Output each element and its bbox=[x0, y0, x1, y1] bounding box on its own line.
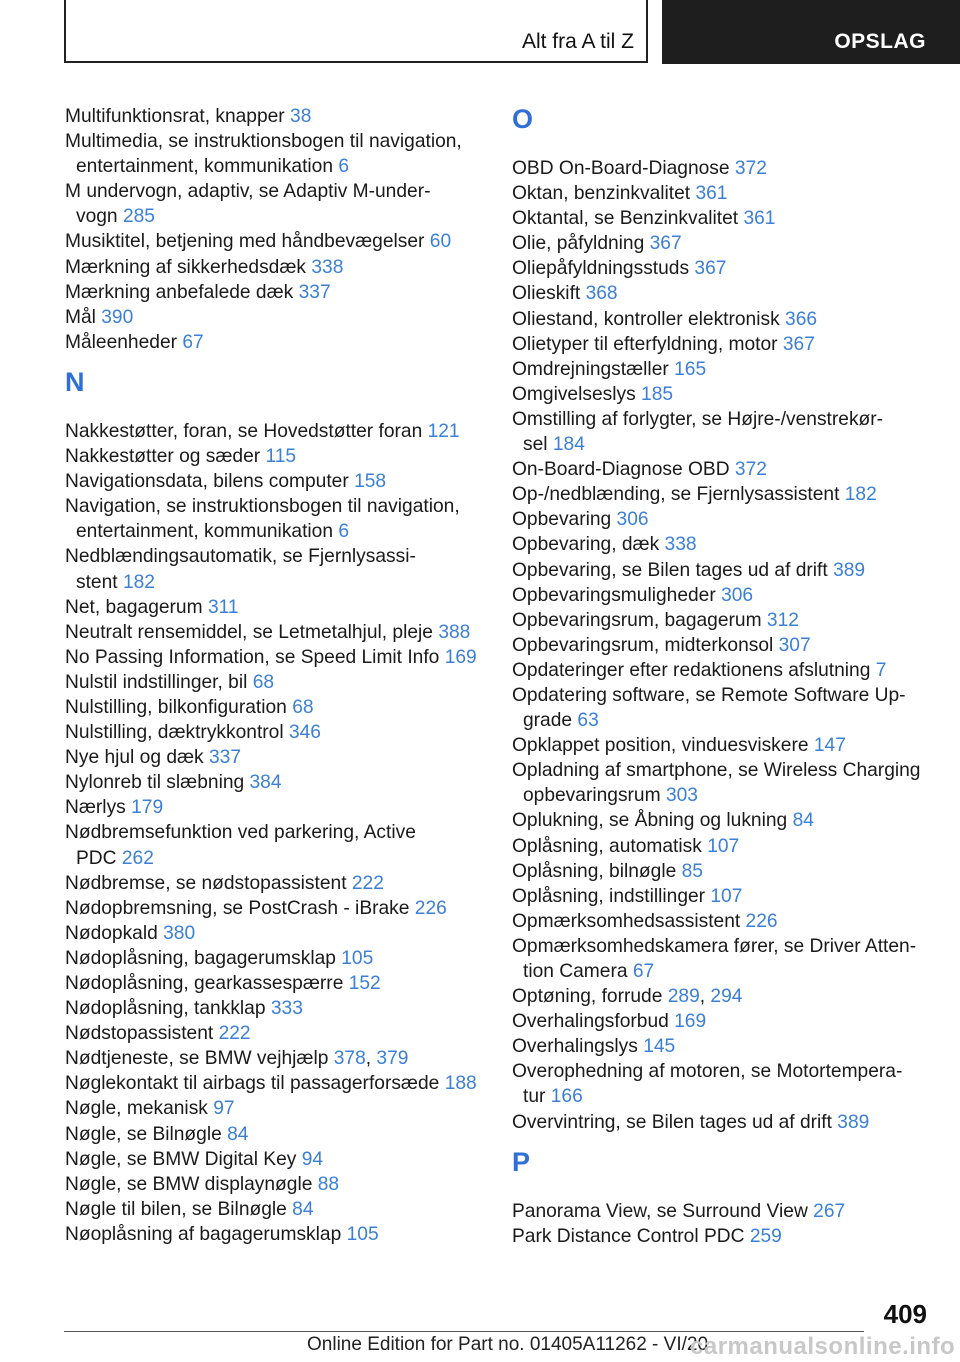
entry-text: Nakkestøtter, foran, se Hovedstøtter foran bbox=[65, 420, 423, 442]
entry-text: On-Board-Diagnose OBD bbox=[512, 459, 730, 481]
entry-text: Mål bbox=[65, 306, 96, 328]
entry-text: Optøning, forrude bbox=[512, 986, 663, 1008]
index-entry bbox=[65, 1071, 485, 1096]
page-reference-link[interactable]: 169 bbox=[674, 1011, 707, 1033]
entry-text: vogn bbox=[76, 206, 118, 228]
entry-text: tur bbox=[523, 1086, 546, 1108]
index-entry bbox=[512, 683, 932, 733]
index-entry bbox=[65, 720, 485, 745]
page-reference-link[interactable]: 389 bbox=[837, 1111, 870, 1133]
index-entry bbox=[65, 129, 485, 179]
index-entry: Optøning, forrude 289, 294 bbox=[512, 986, 743, 1008]
page-reference-link[interactable]: 97 bbox=[213, 1098, 235, 1120]
index-entry bbox=[65, 544, 485, 594]
entry-text: Måleenheder bbox=[65, 331, 178, 353]
entry-text: Nødoplåsning, bagagerumsklap bbox=[65, 947, 336, 969]
index-entry bbox=[65, 971, 485, 996]
page-reference-link[interactable]: 169 bbox=[444, 646, 477, 668]
index-entry bbox=[512, 382, 932, 407]
entry-text: Multimedia, se instruktionsbogen til navigation, bbox=[65, 131, 462, 153]
entry-text: Overophedning af motoren, se Motortempera- bbox=[512, 1061, 903, 1083]
index-entry bbox=[512, 558, 932, 583]
index-entry bbox=[65, 1021, 485, 1046]
index-entry bbox=[512, 909, 932, 934]
entry-text: PDC bbox=[76, 847, 117, 869]
page-reference-link[interactable]: 384 bbox=[249, 772, 282, 794]
entry-text: Overhalingsforbud bbox=[512, 1011, 669, 1033]
entry-text: Oliestand, kontroller elektronisk bbox=[512, 308, 780, 330]
entry-text: Opbevaringsmuligheder bbox=[512, 584, 716, 606]
page-reference-link[interactable]: 6 bbox=[338, 156, 350, 178]
page-header-title: Alt fra A til Z bbox=[521, 30, 634, 53]
index-entry bbox=[512, 206, 932, 231]
index-entry bbox=[65, 330, 485, 355]
page-reference-link[interactable]: 303 bbox=[665, 785, 698, 807]
entry-text: Opmærksomhedsassistent bbox=[512, 910, 741, 932]
page-reference-link[interactable]: 346 bbox=[288, 722, 321, 744]
index-entry bbox=[512, 1110, 932, 1135]
index-column-right bbox=[512, 104, 932, 1249]
index-entry bbox=[65, 179, 485, 229]
index-entry bbox=[65, 871, 485, 896]
index-entry bbox=[512, 1224, 932, 1249]
index-entry bbox=[65, 595, 485, 620]
index-entry bbox=[65, 670, 485, 695]
entry-text: Navigationsdata, bilens computer bbox=[65, 471, 349, 493]
page-reference-link[interactable]: 60 bbox=[429, 231, 452, 253]
page-reference-link[interactable]: 165 bbox=[674, 358, 707, 380]
entry-text: Opbevaringsrum, bagagerum bbox=[512, 609, 762, 631]
index-entry bbox=[65, 1096, 485, 1121]
page-reference-link[interactable]: 152 bbox=[348, 973, 381, 994]
page-reference-link[interactable]: 338 bbox=[311, 256, 344, 278]
page-reference-link[interactable]: 94 bbox=[301, 1148, 324, 1170]
page-reference-link[interactable]: 105 bbox=[341, 947, 374, 969]
section-tab-label: OPSLAG bbox=[834, 30, 926, 53]
index-entry bbox=[512, 332, 932, 357]
index-entry bbox=[512, 658, 932, 683]
page-reference-link[interactable]: 361 bbox=[695, 183, 728, 205]
index-entry bbox=[65, 620, 485, 645]
index-entry bbox=[512, 834, 932, 859]
entry-text: Nøglekontakt til airbags til passagerforsæde bbox=[65, 1073, 440, 1095]
entry-text: Nøgle til bilen, se Bilnøgle bbox=[65, 1198, 287, 1220]
page-reference-link[interactable]: 184 bbox=[552, 434, 585, 456]
index-entry bbox=[65, 745, 485, 770]
entry-text: Nødstopassistent bbox=[65, 1023, 214, 1045]
index-entry bbox=[65, 229, 485, 254]
page-reference-link[interactable]: 285 bbox=[122, 206, 155, 228]
page-reference-link[interactable]: 267 bbox=[813, 1200, 846, 1222]
entry-text: Opladning af smartphone, se Wireless Charging bbox=[512, 760, 921, 782]
edition-note: Online Edition for Part no. 01405A11262 - VI/20 bbox=[307, 1334, 709, 1355]
section-letter: N bbox=[65, 366, 85, 397]
index-entry bbox=[65, 1222, 485, 1247]
page-reference-link[interactable]: 333 bbox=[270, 998, 303, 1020]
index-entry bbox=[65, 946, 485, 971]
entry-text: Overvintring, se Bilen tages ud af drift bbox=[512, 1111, 832, 1133]
entry-text: Nødoplåsning, tankklap bbox=[65, 998, 266, 1020]
page-reference-link[interactable]: 337 bbox=[209, 747, 242, 769]
entry-text: Nakkestøtter og sæder bbox=[65, 446, 261, 468]
index-entry bbox=[512, 1009, 932, 1034]
entry-text: Nøgle, se BMW displaynøgle bbox=[65, 1173, 313, 1195]
page-reference-link[interactable]: 307 bbox=[778, 634, 811, 656]
index-entry bbox=[512, 608, 932, 633]
entry-text: Mærkning anbefalede dæk bbox=[65, 281, 294, 303]
page-reference-link[interactable]: 107 bbox=[710, 885, 743, 907]
page-reference-link[interactable]: 367 bbox=[694, 258, 727, 280]
page-reference-link[interactable]: 367 bbox=[782, 333, 815, 355]
entry-text: Nødbremsefunktion ved parkering, Active bbox=[65, 822, 416, 844]
entry-text: Panorama View, se Surround View bbox=[512, 1200, 808, 1222]
index-entry bbox=[512, 507, 932, 532]
entry-text: Nulstil indstillinger, bil bbox=[65, 671, 248, 693]
entry-text: Opbevaringsrum, midterkonsol bbox=[512, 634, 774, 656]
page-reference-link[interactable]: 85 bbox=[681, 860, 703, 882]
section-tab bbox=[662, 0, 960, 64]
entry-text: M undervogn, adaptiv, se Adaptiv M-under- bbox=[65, 181, 431, 203]
page-reference-link[interactable]: 226 bbox=[414, 897, 447, 919]
entry-text: Nødoplåsning, gearkassespærre bbox=[65, 973, 344, 994]
page-reference-link[interactable]: 289 bbox=[667, 986, 700, 1008]
page-reference-link[interactable]: 222 bbox=[218, 1023, 251, 1045]
page-reference-link[interactable]: 121 bbox=[427, 420, 460, 442]
entry-text: Olietyper til efterfyldning, motor bbox=[512, 333, 778, 355]
entry-text: Musiktitel, betjening med håndbevægelser bbox=[65, 231, 425, 253]
entry-text: Oktantal, se Benzinkvalitet bbox=[512, 208, 739, 230]
entry-text: sel bbox=[523, 434, 548, 456]
index-entry bbox=[512, 1199, 932, 1224]
page-reference-link[interactable]: 7 bbox=[875, 659, 887, 681]
index-entry bbox=[512, 407, 932, 457]
page-reference-link[interactable]: 84 bbox=[292, 1198, 314, 1220]
index-entry bbox=[65, 1197, 485, 1222]
entry-text: tion Camera bbox=[523, 961, 628, 982]
index-entry bbox=[512, 181, 932, 206]
page-reference-link[interactable]: 67 bbox=[632, 961, 655, 982]
index-entry bbox=[65, 1122, 485, 1147]
page-reference-link[interactable]: 311 bbox=[207, 596, 239, 618]
entry-text: Omdrejningstæller bbox=[512, 358, 669, 380]
index-entry bbox=[512, 457, 932, 482]
entry-text: OBD On-Board-Diagnose bbox=[512, 158, 730, 179]
footer-divider bbox=[64, 1331, 864, 1332]
page-reference-link[interactable]: 262 bbox=[121, 847, 154, 869]
entry-text: Omstilling af forlygter, se Højre-/venstrekør- bbox=[512, 408, 884, 430]
page-reference-link[interactable]: 105 bbox=[346, 1223, 379, 1245]
page-reference-link[interactable]: 312 bbox=[766, 609, 799, 631]
page-reference-link[interactable]: 188 bbox=[444, 1073, 477, 1095]
page-reference-link[interactable]: 38 bbox=[290, 106, 312, 127]
index-entry bbox=[512, 156, 932, 181]
page-reference-link[interactable]: 222 bbox=[351, 872, 384, 894]
index-entry bbox=[65, 280, 485, 305]
page-reference-link[interactable]: 84 bbox=[792, 810, 814, 832]
index-entry bbox=[512, 1034, 932, 1059]
index-entry bbox=[512, 532, 932, 557]
page-reference-link[interactable]: 306 bbox=[616, 509, 649, 531]
page-reference-link[interactable]: 259 bbox=[749, 1225, 782, 1247]
page-reference-link[interactable]: 366 bbox=[785, 308, 818, 330]
page-reference-link[interactable]: 338 bbox=[664, 534, 697, 556]
page-reference-link[interactable]: 68 bbox=[292, 696, 314, 718]
page-reference-link[interactable]: 372 bbox=[734, 158, 767, 179]
page-reference-link[interactable]: 84 bbox=[227, 1123, 249, 1145]
page-reference-link[interactable]: 390 bbox=[101, 306, 134, 328]
entry-text: Net, bagagerum bbox=[65, 596, 203, 618]
entry-text: Oplåsning, bilnøgle bbox=[512, 860, 677, 882]
entry-text: Nødopkald bbox=[65, 922, 158, 944]
entry-text: Oktan, benzinkvalitet bbox=[512, 183, 691, 205]
index-entry bbox=[65, 469, 485, 494]
watermark: carmanualsonline.info bbox=[690, 1333, 956, 1360]
index-entry bbox=[65, 419, 485, 444]
entry-text: Opbevaring, se Bilen tages ud af drift bbox=[512, 559, 828, 581]
index-entry bbox=[65, 795, 485, 820]
page-reference-link[interactable]: 378 bbox=[333, 1048, 366, 1070]
index-entry bbox=[512, 859, 932, 884]
entry-text: Oplukning, se Åbning og lukning bbox=[512, 810, 788, 832]
page-reference-link[interactable]: 389 bbox=[833, 559, 866, 581]
index-entry bbox=[65, 695, 485, 720]
index-entry bbox=[65, 494, 485, 544]
entry-text: Oplåsning, automatisk bbox=[512, 835, 702, 857]
section-letter: P bbox=[512, 1146, 531, 1177]
page-reference-link[interactable]: 379 bbox=[376, 1048, 409, 1070]
index-entry bbox=[65, 921, 485, 946]
entry-text: Mærkning af sikkerhedsdæk bbox=[65, 256, 307, 278]
entry-text: Oplåsning, indstillinger bbox=[512, 885, 706, 907]
index-entry bbox=[512, 281, 932, 306]
index-entry bbox=[512, 934, 932, 984]
index-entry bbox=[512, 357, 932, 382]
page-reference-link[interactable]: 388 bbox=[438, 621, 471, 643]
index-entry bbox=[512, 884, 932, 909]
page-reference-link[interactable]: 182 bbox=[844, 484, 877, 506]
entry-text: Nøgle, se Bilnøgle bbox=[65, 1123, 222, 1145]
header-frame bbox=[64, 0, 648, 63]
index-entry bbox=[65, 1147, 485, 1172]
entry-text: Nøgle, se BMW Digital Key bbox=[65, 1148, 297, 1170]
entry-text: stent bbox=[76, 571, 118, 593]
index-entry bbox=[512, 256, 932, 281]
page-reference-link[interactable]: 294 bbox=[710, 986, 743, 1008]
index-entry bbox=[512, 633, 932, 658]
entry-text: grade bbox=[523, 710, 573, 732]
entry-text: Olie, påfyldning bbox=[512, 233, 645, 255]
entry-text: Oliepåfyldningsstuds bbox=[512, 258, 690, 280]
index-entry bbox=[65, 104, 485, 129]
index-entry bbox=[65, 255, 485, 280]
entry-text: Opklappet position, vinduesviskere bbox=[512, 735, 809, 757]
entry-text: Nødbremse, se nødstopassistent bbox=[65, 872, 347, 894]
index-entry bbox=[512, 482, 932, 507]
entry-text: Neutralt rensemiddel, se Letmetalhjul, pleje bbox=[65, 621, 433, 643]
index-entry bbox=[65, 305, 485, 330]
page-reference-link[interactable]: 107 bbox=[707, 835, 740, 857]
page-reference-link[interactable]: 226 bbox=[745, 910, 778, 932]
page-reference-link[interactable]: 306 bbox=[721, 584, 754, 606]
page-reference-link[interactable]: 6 bbox=[338, 521, 350, 543]
page-reference-link[interactable]: 88 bbox=[317, 1173, 340, 1195]
page-reference-link[interactable]: 166 bbox=[550, 1086, 583, 1108]
entry-text: Park Distance Control PDC bbox=[512, 1225, 745, 1247]
index-entry bbox=[65, 996, 485, 1021]
page-reference-link[interactable]: 367 bbox=[649, 233, 682, 255]
index-entry bbox=[65, 645, 485, 670]
page-number: 409 bbox=[883, 1299, 927, 1329]
entry-text: entertainment, kommunikation bbox=[76, 156, 334, 178]
entry-text: Opdatering software, se Remote Software Up- bbox=[512, 684, 906, 706]
entry-text: Nulstilling, bilkonfiguration bbox=[65, 696, 287, 718]
page-reference-link[interactable]: 147 bbox=[813, 735, 846, 757]
page-reference-link[interactable]: 361 bbox=[743, 208, 776, 230]
entry-text: Omgivelseslys bbox=[512, 383, 636, 405]
index-entry: Nødtjeneste, se BMW vejhjælp 378, 379 bbox=[65, 1048, 409, 1070]
entry-text: Olieskift bbox=[512, 283, 581, 305]
index-entry bbox=[65, 444, 485, 469]
entry-text: Nærlys bbox=[65, 797, 126, 819]
index-entry bbox=[65, 1172, 485, 1197]
entry-text: Opbevaring, dæk bbox=[512, 534, 660, 556]
page-reference-link[interactable]: 67 bbox=[182, 331, 204, 353]
index-entry bbox=[512, 231, 932, 256]
entry-text: Nye hjul og dæk bbox=[65, 747, 204, 769]
index-entry bbox=[65, 770, 485, 795]
index-entry bbox=[65, 820, 485, 870]
index-entry bbox=[512, 733, 932, 758]
entry-text: Nøoplåsning af bagagerumsklap bbox=[65, 1223, 342, 1245]
entry-text: Opmærksomhedskamera fører, se Driver Atten- bbox=[512, 935, 917, 957]
page-reference-link[interactable]: 179 bbox=[131, 797, 164, 819]
page-reference-link[interactable]: 68 bbox=[252, 671, 275, 693]
entry-text: entertainment, kommunikation bbox=[76, 521, 334, 543]
entry-text: Navigation, se instruktionsbogen til navigation, bbox=[65, 496, 460, 518]
page-reference-link[interactable]: 145 bbox=[643, 1036, 676, 1058]
entry-text: Nylonreb til slæbning bbox=[65, 772, 245, 794]
entry-text: Multifunktionsrat, knapper bbox=[65, 106, 285, 127]
entry-text: Opdateringer efter redaktionens afslutning bbox=[512, 659, 871, 681]
entry-text: No Passing Information, se Speed Limit Info bbox=[65, 646, 440, 668]
page-reference-link[interactable]: 115 bbox=[265, 446, 297, 468]
index-column-left bbox=[65, 104, 485, 1247]
entry-text: Nedblændingsautomatik, se Fjernlysassi- bbox=[65, 546, 416, 568]
index-entry bbox=[65, 896, 485, 921]
entry-text: Opbevaring bbox=[512, 509, 612, 531]
page-reference-link[interactable]: 63 bbox=[577, 710, 599, 732]
entry-text: opbevaringsrum bbox=[523, 785, 661, 807]
page-reference-link[interactable]: 337 bbox=[298, 281, 331, 303]
page-reference-link[interactable]: 182 bbox=[122, 571, 155, 593]
index-entry bbox=[512, 1059, 932, 1109]
section-letter: O bbox=[512, 104, 534, 134]
page-reference-link[interactable]: 368 bbox=[585, 283, 618, 305]
entry-text: Overhalingslys bbox=[512, 1036, 638, 1058]
index-entry bbox=[512, 583, 932, 608]
entry-text: Nødopbremsning, se PostCrash - iBrake bbox=[65, 897, 410, 919]
page-reference-link[interactable]: 380 bbox=[163, 922, 196, 944]
index-entry bbox=[512, 307, 932, 332]
page-reference-link[interactable]: 185 bbox=[641, 383, 674, 405]
index-entry bbox=[512, 808, 932, 833]
entry-text: Nulstilling, dæktrykkontrol bbox=[65, 722, 284, 744]
page-reference-link[interactable]: 372 bbox=[734, 459, 767, 481]
entry-text: Op-/nedblænding, se Fjernlysassistent bbox=[512, 484, 840, 506]
entry-text: Nødtjeneste, se BMW vejhjælp bbox=[65, 1048, 329, 1070]
entry-text: Nøgle, mekanisk bbox=[65, 1098, 208, 1120]
page-reference-link[interactable]: 158 bbox=[354, 471, 387, 493]
index-entry bbox=[512, 758, 932, 808]
